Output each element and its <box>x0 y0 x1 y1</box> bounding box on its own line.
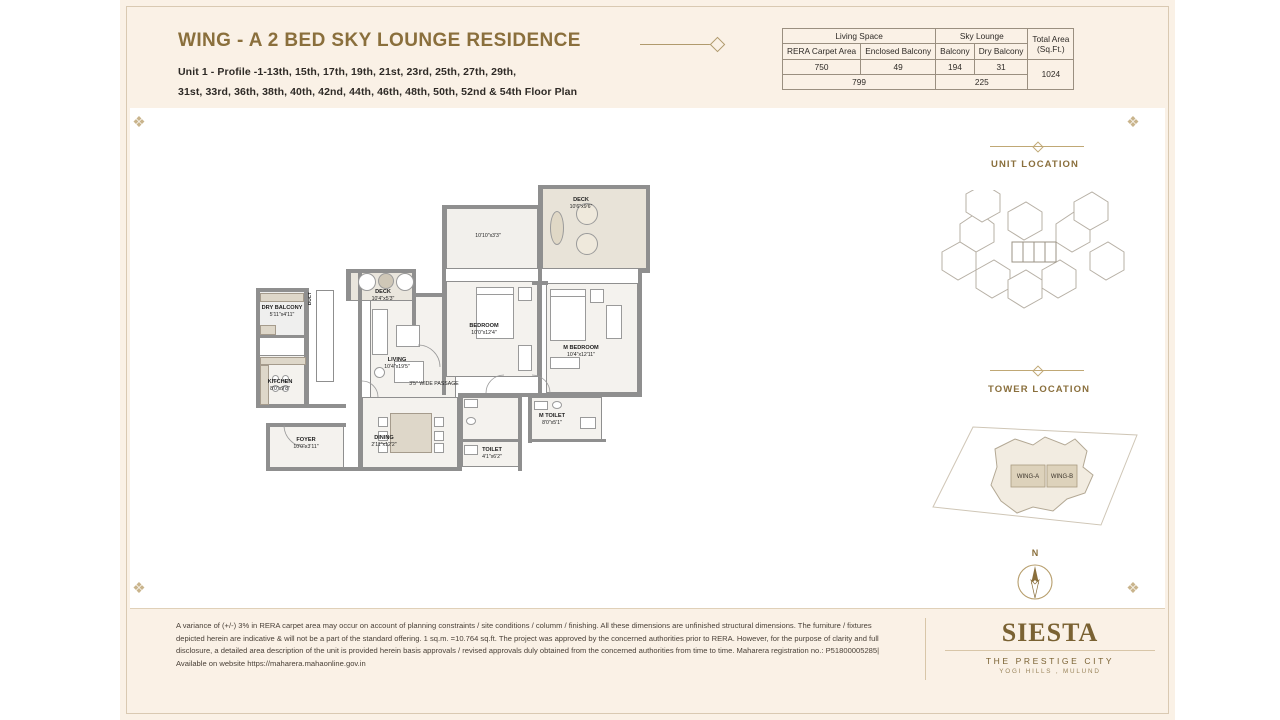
label-text: DRY BALCONY <box>261 305 303 311</box>
subtitle-line-1: Unit 1 - Profile -1-13th, 15th, 17th, 19th, 21st, 23rd, 25th, 27th, 29th, <box>178 66 517 78</box>
footer-vertical-divider <box>925 618 926 680</box>
label-dim: 2'11"x12'2" <box>371 441 397 448</box>
corner-ornament-icon: ❖ <box>132 114 146 131</box>
area-table <box>782 28 1074 90</box>
label-text: FOYER <box>296 437 316 443</box>
label-dim: 10'4"x19'5" <box>384 363 410 370</box>
compass-icon <box>1012 559 1058 605</box>
room-label-toilet <box>468 447 516 461</box>
val-dry-balcony: 31 <box>974 59 1028 74</box>
subtotal-living-space: 799 <box>783 75 936 90</box>
total-area-header-line2: (Sq.Ft.) <box>1037 43 1065 54</box>
room-label-foyer <box>270 437 342 451</box>
table-row-group-header <box>783 29 1074 44</box>
label-text: M TOILET <box>539 413 565 419</box>
svg-text:WING-B: WING-B <box>1050 474 1074 480</box>
compass-rose <box>1012 548 1058 606</box>
subtotal-sky-lounge: 225 <box>936 75 1028 90</box>
room-label-master-toilet <box>526 413 578 427</box>
annotation-passage: 3'5" WIDE PASSAGE <box>409 381 459 387</box>
brand-underline <box>945 650 1155 651</box>
col-rera-carpet-area: RERA Carpet Area <box>783 44 861 59</box>
annotation-duct: DUCT <box>307 292 312 305</box>
subtitle-line-2: 31st, 33rd, 36th, 38th, 40th, 42nd, 44th, 46th, 48th, 50th, 52nd & 54th Floor Plan <box>178 86 578 98</box>
room-label-dining <box>356 435 412 449</box>
label-dim: 10'0"x3'11" <box>293 443 319 450</box>
brand-name: SIESTA <box>1001 618 1099 647</box>
page-title: WING - A 2 BED SKY LOUNGE RESIDENCE <box>178 30 581 51</box>
val-balcony: 194 <box>936 59 975 74</box>
label-text: M BEDROOM <box>563 345 599 351</box>
label-dim: 8'0"x9'8" <box>270 385 290 392</box>
label-dim: 4'1"x6'2" <box>482 453 502 460</box>
room-label-deck <box>354 289 412 303</box>
corner-ornament-icon: ❖ <box>1126 114 1140 131</box>
total-area-header <box>1028 29 1074 60</box>
table-row-values <box>783 59 1074 74</box>
unit-location-label: UNIT LOCATION <box>991 159 1080 170</box>
annotation-sky-lounge-dim: 10'10"x3'3" <box>475 233 501 239</box>
compass-north-label: N <box>1031 548 1039 558</box>
brand-block <box>945 618 1155 648</box>
group-sky-lounge: Sky Lounge <box>936 29 1028 44</box>
label-text: DINING <box>374 435 394 441</box>
label-text: KITCHEN <box>267 379 293 385</box>
val-total-area: 1024 <box>1028 59 1074 90</box>
title-rule <box>640 44 718 45</box>
label-text: LIVING <box>387 357 407 363</box>
room-label-bedroom <box>454 323 514 337</box>
footer-divider <box>130 608 1165 609</box>
label-dim: 10'4"x12'11" <box>566 351 596 358</box>
corner-ornament-icon: ❖ <box>132 580 146 597</box>
label-text: TOILET <box>482 447 502 453</box>
brand-location: YOGI HILLS , MULUND <box>999 668 1101 675</box>
label-dim: 10'6"x9'6" <box>569 203 593 210</box>
label-dim: 10'4"x5'3" <box>371 295 395 302</box>
group-living-space: Living Space <box>783 29 936 44</box>
floor-plan-drawing <box>250 185 700 505</box>
label-text: DECK <box>375 289 391 295</box>
unit-location-keyplan <box>930 190 1140 320</box>
total-area-header-line1: Total Area <box>1032 33 1070 44</box>
svg-text:WING-A: WING-A <box>1016 474 1040 480</box>
room-label-master-bedroom <box>548 345 614 359</box>
label-text: DECK <box>573 197 589 203</box>
label-dim: 5'11"x4'11" <box>269 311 295 318</box>
label-text: BEDROOM <box>469 323 499 329</box>
col-balcony: Balcony <box>936 44 975 59</box>
val-rera-carpet-area: 750 <box>783 59 861 74</box>
label-dim: 10'0"x12'4" <box>471 329 497 336</box>
label-dim: 8'0"x5'1" <box>542 419 562 426</box>
room-label-living <box>370 357 424 371</box>
tower-location-siteplan <box>925 415 1145 540</box>
room-label-kitchen <box>254 379 306 393</box>
disclaimer-text: A variance of (+/-) 3% in RERA carpet area may occur on account of planning constraints / site conditions / columm / finishing. All these dimensions are unfinished structural dimensions. The furniture / fixtures depicted herein are indicative & will not be a part of the standard offering. 1 sq.m. =10.764 sq.ft. The project was approved by the concerned authorities prior to RERA. However, for the purpose of clarity and full disclosure, a detailed area description of the unit is provided herein basis approvals / revised approvals duly obtained from the concerned authorities from time to time. Maharera registration no.: P51800005285| Available on website https://maharera.mahaonline.gov.in <box>176 621 880 668</box>
room-label-deck-sky <box>550 197 612 211</box>
col-dry-balcony: Dry Balcony <box>974 44 1028 59</box>
brand-sub-block <box>945 654 1155 675</box>
val-enclosed-balcony: 49 <box>861 59 936 74</box>
room-label-dry-balcony <box>254 305 310 319</box>
brand-subtitle: THE PRESTIGE CITY <box>985 656 1115 666</box>
tower-location-label: TOWER LOCATION <box>988 384 1091 395</box>
corner-ornament-icon: ❖ <box>1126 580 1140 597</box>
col-enclosed-balcony: Enclosed Balcony <box>861 44 936 59</box>
